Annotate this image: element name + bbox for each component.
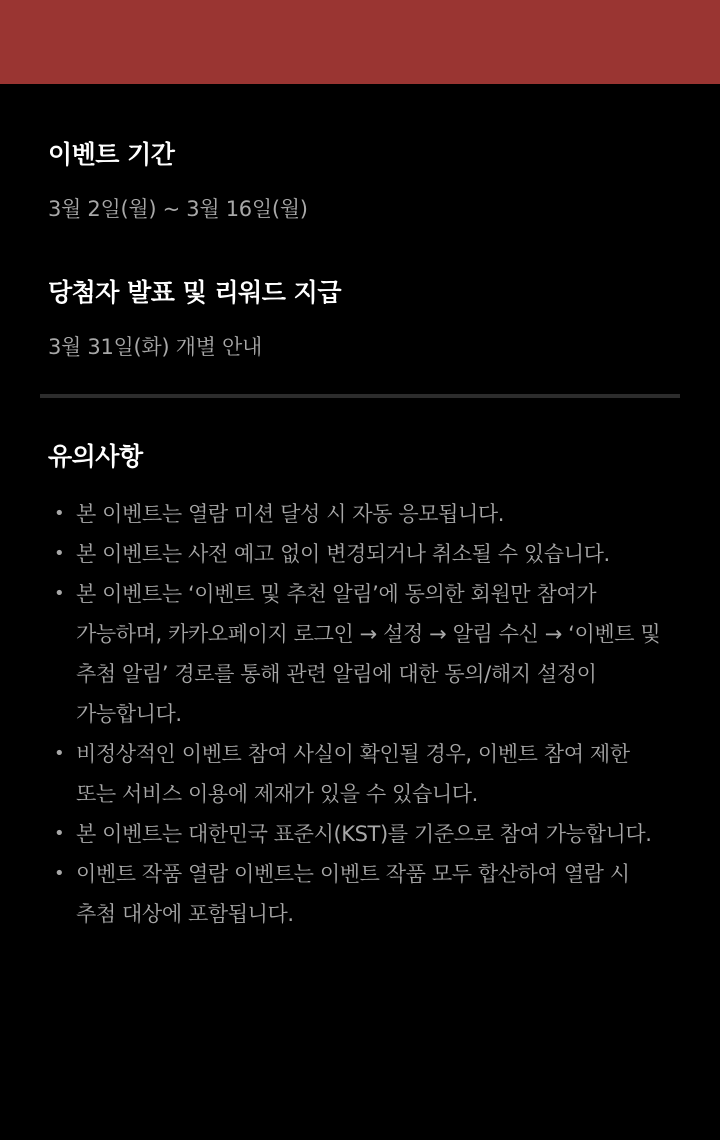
event-period-value: 3월 2일(월) ~ 3월 16일(월) xyxy=(48,197,308,221)
section-divider xyxy=(40,394,680,398)
notes-list xyxy=(48,494,672,934)
bullet-icon: • xyxy=(54,503,65,524)
list-item xyxy=(48,814,672,854)
list-item xyxy=(48,574,672,734)
note-text: 이벤트 작품 열람 이벤트는 이벤트 작품 모두 합산하여 열람 시 추첨 대상에 포함됩니다. xyxy=(76,862,630,926)
top-banner xyxy=(0,0,720,84)
list-item xyxy=(48,534,672,574)
note-text: 본 이벤트는 열람 미션 달성 시 자동 응모됩니다. xyxy=(76,502,505,526)
list-item xyxy=(48,494,672,534)
winner-announcement-title: 당첨자 발표 및 리워드 지급 xyxy=(48,278,341,307)
event-period-title: 이벤트 기간 xyxy=(48,140,175,169)
bullet-icon: • xyxy=(54,823,65,844)
bullet-icon: • xyxy=(54,743,65,764)
note-text: 본 이벤트는 대한민국 표준시(KST)를 기준으로 참여 가능합니다. xyxy=(76,822,652,846)
event-info xyxy=(0,84,720,362)
note-text: 본 이벤트는 ‘이벤트 및 추천 알림’에 동의한 회원만 참여가 가능하며, 카카오페이지 로그인 → 설정 → 알림 수신 → ‘이벤트 및 추첨 알림’ 경로를 통해 관련 알림에 대한 동의/해지 설정이 가능합니다. xyxy=(76,582,661,726)
bullet-icon: • xyxy=(54,543,65,564)
bullet-icon: • xyxy=(54,863,65,884)
bullet-icon: • xyxy=(54,583,65,604)
list-item xyxy=(48,734,672,814)
note-text: 본 이벤트는 사전 예고 없이 변경되거나 취소될 수 있습니다. xyxy=(76,542,610,566)
notes-section xyxy=(0,442,720,934)
notes-title: 유의사항 xyxy=(48,442,143,471)
winner-announcement-value: 3월 31일(화) 개별 안내 xyxy=(48,335,262,359)
list-item xyxy=(48,854,672,934)
note-text: 비정상적인 이벤트 참여 사실이 확인될 경우, 이벤트 참여 제한 또는 서비스 이용에 제재가 있을 수 있습니다. xyxy=(76,742,630,806)
